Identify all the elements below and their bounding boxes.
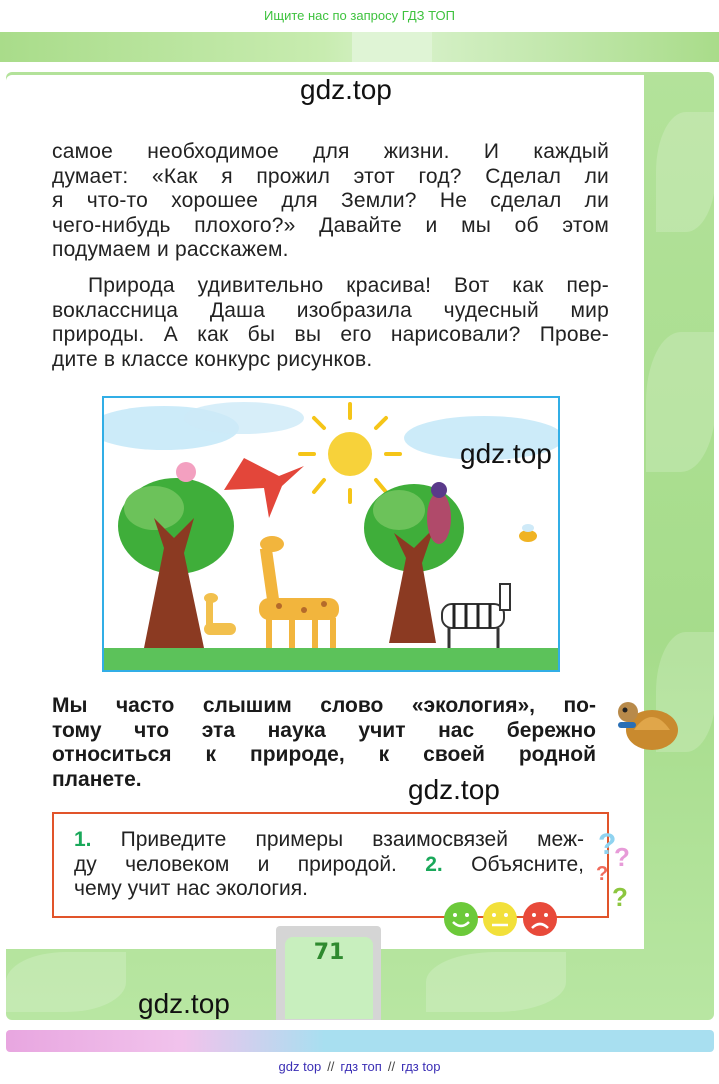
zebra-icon <box>442 584 510 648</box>
bottom-separator: // <box>327 1059 335 1074</box>
svg-text:?: ? <box>614 842 630 872</box>
paragraph-1-line: самое необходимое для жизни. И каждый <box>52 140 609 163</box>
bottom-link[interactable]: gdz top <box>278 1059 322 1074</box>
next-page-strip <box>6 1030 714 1052</box>
paragraph-2-line: Природа удивительно красива! Вот как пер- <box>88 274 609 297</box>
smiley-sad-icon <box>523 902 557 936</box>
task-line <box>74 853 584 878</box>
watermark: gdz.top <box>300 74 392 105</box>
giraffe-small-icon <box>204 593 236 635</box>
task-line <box>74 828 584 853</box>
task-number: 2. <box>425 852 443 876</box>
paragraph-1-line: чего-нибудь плохого?» Давайте и мы об этом <box>52 213 609 237</box>
self-assessment-faces <box>442 900 562 938</box>
svg-text:?: ? <box>596 863 609 885</box>
svg-text:?: ? <box>612 882 628 912</box>
ecology-definition-line: планете. <box>52 767 142 791</box>
watermark: gdz.top <box>138 988 230 1019</box>
bottom-separator: // <box>387 1059 396 1074</box>
paragraph-2-line: дите в классе конкурс рисунков. <box>52 347 373 371</box>
watermark: gdz.top <box>460 438 552 469</box>
bottom-link[interactable]: гдз top <box>401 1059 441 1074</box>
ecology-definition-line: тому что эта наука учит нас бережно <box>52 718 596 742</box>
task-text-fragment: ду человеком и природой. <box>74 852 397 876</box>
paragraph-1-line: подумаем и расскажем. <box>52 238 289 261</box>
task-text <box>74 828 584 902</box>
paragraph-1-line: я что-то хорошее для Земли? Не сделал ли <box>52 189 609 212</box>
bottom-link[interactable]: гдз топ <box>340 1059 382 1074</box>
ecology-definition <box>52 694 596 792</box>
turtle-mascot-icon <box>612 686 682 756</box>
question-marks-icon <box>592 824 646 912</box>
smiley-neutral-icon <box>483 902 517 936</box>
paragraph-2-line: природы. А как бы вы его нарисовали? Прове- <box>52 323 609 346</box>
ecology-definition-line: относиться к природе, к своей родной <box>52 743 596 766</box>
bottom-links <box>0 1052 719 1084</box>
ecology-definition-line: Мы часто слышим слово «экология», по- <box>52 694 596 717</box>
task-line: чему учит нас экология. <box>74 877 308 900</box>
task-text-fragment: Приведите примеры взаимосвязей меж- <box>120 828 584 851</box>
bee-icon <box>519 524 537 542</box>
paragraph-2 <box>52 274 609 372</box>
top-page-strip <box>0 32 719 62</box>
paragraph-1-line: думает: «Как я прожил этот год? Сделал ли <box>52 164 609 188</box>
tree-icon <box>118 478 234 648</box>
svg-text:?: ? <box>598 828 617 861</box>
sun-icon <box>300 404 400 502</box>
paragraph-1 <box>52 140 609 263</box>
task-text-fragment: Объясните, <box>471 852 584 876</box>
smiley-happy-icon <box>444 902 478 936</box>
page-number: 71 <box>313 940 345 965</box>
top-banner[interactable]: Ищите нас по запросу ГДЗ ТОП <box>0 0 719 32</box>
paragraph-2-line: воклассница Даша изобразила чудесный мир <box>52 298 609 322</box>
watermark: gdz.top <box>408 774 500 805</box>
giraffe-icon <box>259 536 339 652</box>
task-number: 1. <box>74 828 92 851</box>
